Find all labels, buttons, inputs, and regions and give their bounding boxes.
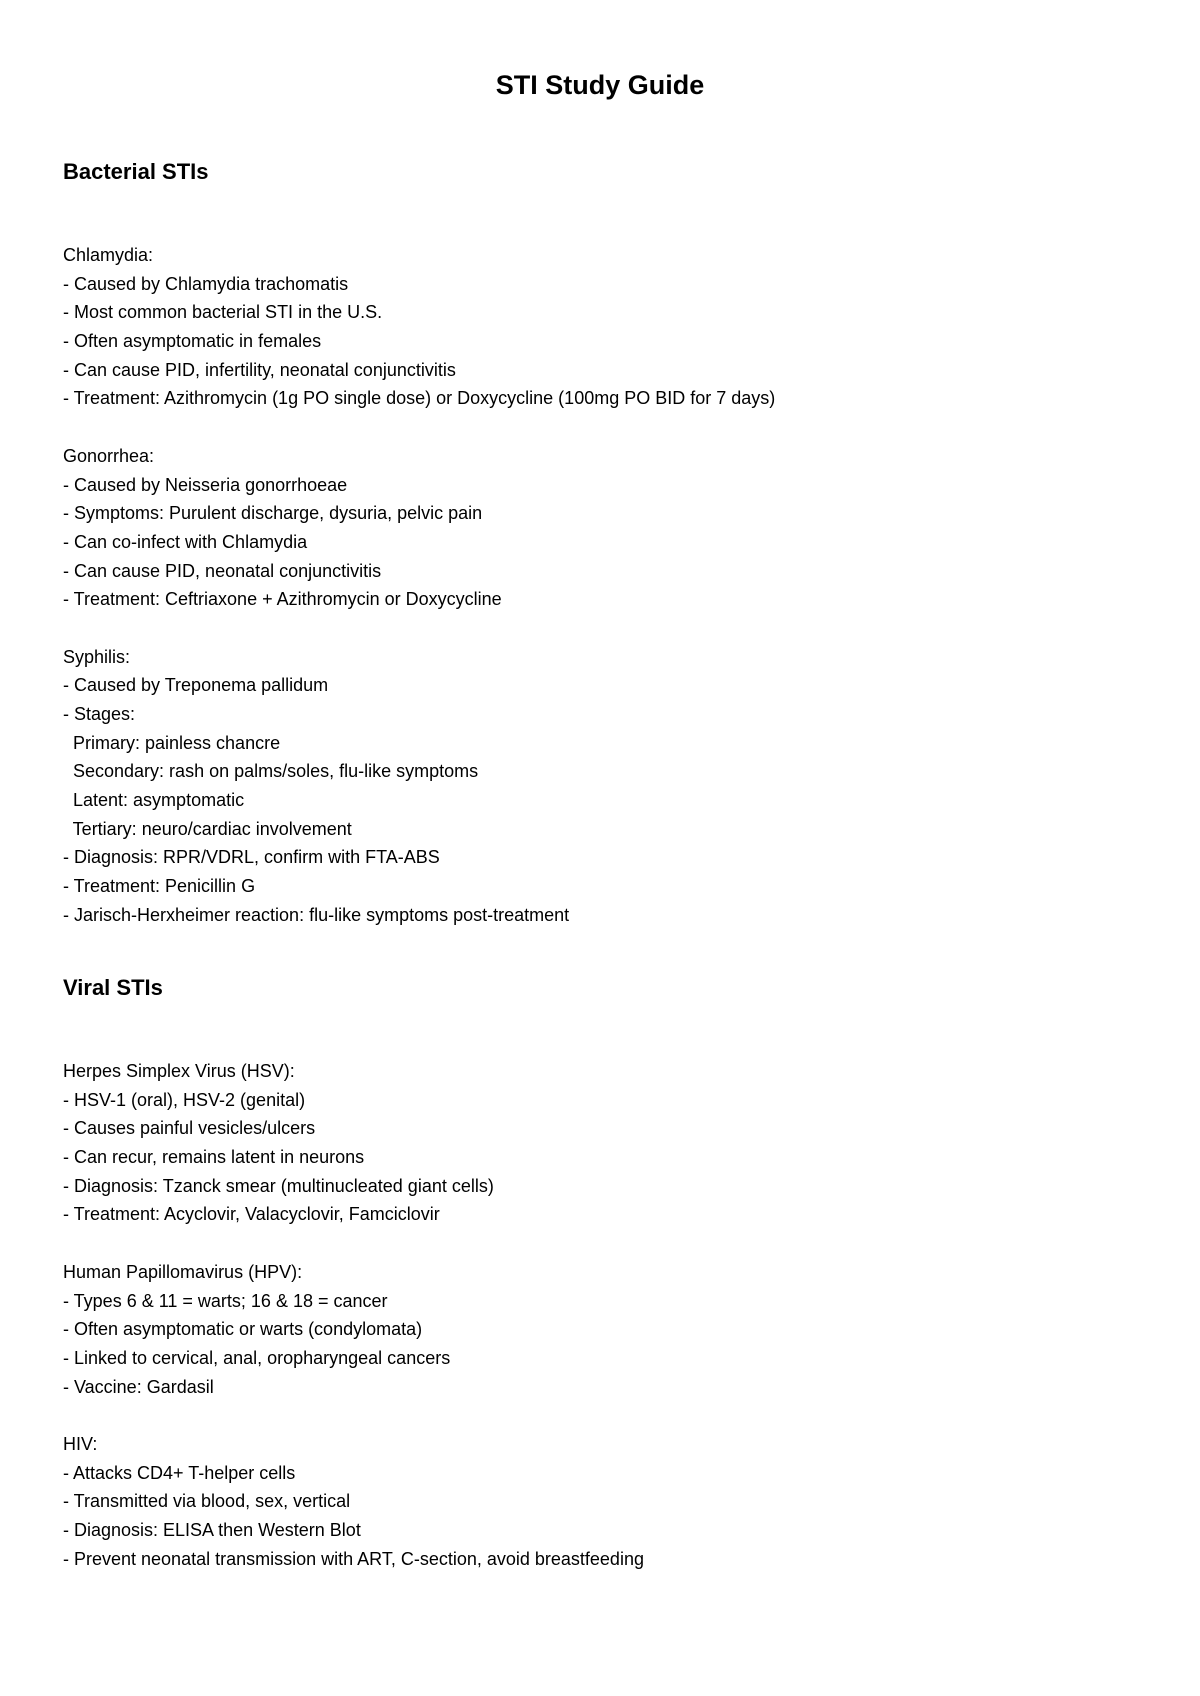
- blank-line: [63, 614, 775, 643]
- section-body-viral: [63, 1057, 644, 1573]
- text-line: - Transmitted via blood, sex, vertical: [63, 1491, 351, 1512]
- text-line: - Prevent neonatal transmission with ART, C-section, avoid breastfeeding: [63, 1548, 644, 1569]
- text-line: Tertiary: neuro/cardiac involvement: [63, 818, 352, 839]
- text-line: - Often asymptomatic or warts (condylomata): [63, 1319, 423, 1340]
- document-title: STI Study Guide: [495, 70, 705, 100]
- text-line: - HSV-1 (oral), HSV-2 (genital): [63, 1089, 306, 1110]
- section-body-bacterial: [63, 241, 775, 930]
- text-line: - Types 6 & 11 = warts; 16 & 18 = cancer: [63, 1290, 388, 1311]
- text-line: - Diagnosis: RPR/VDRL, confirm with FTA-ABS: [63, 847, 440, 868]
- text-line: - Can cause PID, infertility, neonatal conjunctivitis: [63, 359, 456, 380]
- text-line: Herpes Simplex Virus (HSV):: [63, 1061, 295, 1081]
- text-line: Primary: painless chancre: [63, 732, 281, 753]
- text-line: - Linked to cervical, anal, oropharyngeal cancers: [63, 1347, 451, 1368]
- text-line: - Caused by Chlamydia trachomatis: [63, 273, 349, 294]
- section-heading-viral: Viral STIs: [63, 975, 163, 1000]
- blank-line: [63, 1229, 644, 1258]
- text-line: - Treatment: Acyclovir, Valacyclovir, Famciclovir: [63, 1204, 440, 1225]
- text-line: Human Papillomavirus (HPV):: [63, 1261, 303, 1282]
- blank-line: [63, 413, 775, 442]
- text-line: - Often asymptomatic in females: [63, 331, 322, 352]
- text-line: - Most common bacterial STI in the U.S.: [63, 302, 383, 323]
- text-line: - Vaccine: Gardasil: [63, 1376, 214, 1397]
- blank-line: [63, 1401, 644, 1430]
- text-line: - Causes painful vesicles/ulcers: [63, 1118, 316, 1139]
- text-line: Latent: asymptomatic: [63, 790, 245, 811]
- text-line: - Treatment: Penicillin G: [63, 876, 256, 897]
- text-line: - Treatment: Ceftriaxone + Azithromycin or Doxycycline: [63, 589, 502, 610]
- text-line: Gonorrhea:: [63, 445, 155, 466]
- text-line: - Jarisch-Herxheimer reaction: flu-like symptoms post-treatment: [63, 904, 570, 925]
- text-line: - Can co-infect with Chlamydia: [63, 531, 308, 552]
- text-line: Chlamydia:: [63, 245, 154, 265]
- text-line: - Caused by Treponema pallidum: [63, 675, 329, 696]
- text-line: - Stages:: [63, 704, 136, 724]
- text-line: - Can cause PID, neonatal conjunctivitis: [63, 560, 382, 581]
- text-line: - Diagnosis: Tzanck smear (multinucleated giant cells): [63, 1175, 494, 1196]
- text-line: - Can recur, remains latent in neurons: [63, 1147, 365, 1168]
- text-line: - Attacks CD4+ T-helper cells: [63, 1462, 296, 1483]
- text-line: - Diagnosis: ELISA then Western Blot: [63, 1520, 361, 1540]
- text-line: - Caused by Neisseria gonorrhoeae: [63, 474, 348, 495]
- text-line: - Symptoms: Purulent discharge, dysuria, pelvic pain: [63, 503, 483, 524]
- text-line: Syphilis:: [63, 646, 131, 667]
- text-line: Secondary: rash on palms/soles, flu-like symptoms: [63, 761, 479, 782]
- text-line: - Treatment: Azithromycin (1g PO single dose) or Doxycycline (100mg PO BID for 7 days): [63, 388, 776, 409]
- text-line: HIV:: [63, 1433, 98, 1454]
- section-heading-bacterial: Bacterial STIs: [63, 159, 209, 184]
